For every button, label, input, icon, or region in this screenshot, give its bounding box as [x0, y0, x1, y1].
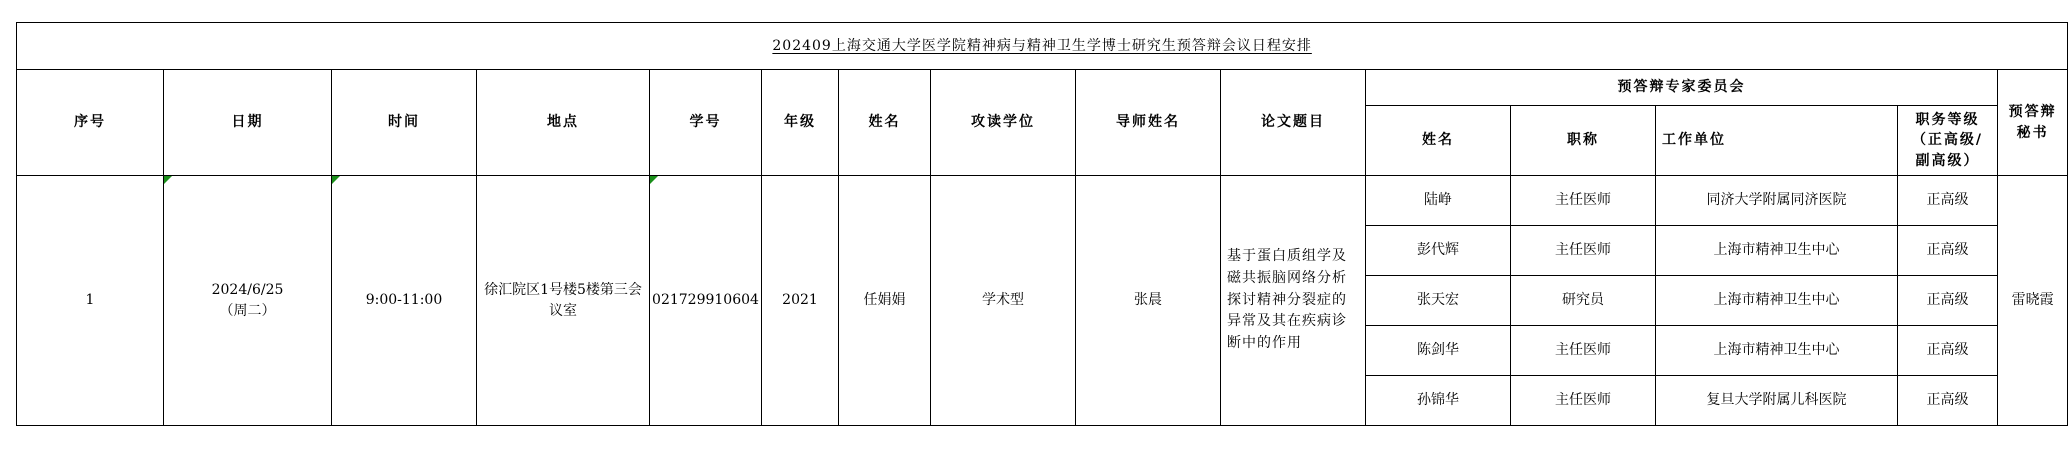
- committee-member-name[interactable]: 陈剑华: [1366, 326, 1511, 376]
- cell-name[interactable]: 任娟娟: [839, 176, 931, 426]
- committee-member-name[interactable]: 张天宏: [1366, 276, 1511, 326]
- committee-member-unit[interactable]: 复旦大学附属儿科医院: [1656, 376, 1898, 426]
- cell-seq[interactable]: 1: [17, 176, 164, 426]
- header-member-level: [1898, 106, 1998, 176]
- header-member-level-line3: 副高级）: [1915, 152, 1980, 169]
- header-advisor: 导师姓名: [1076, 70, 1221, 176]
- header-student-id: 学号: [650, 70, 762, 176]
- header-location: 地点: [477, 70, 650, 176]
- header-date: 日期: [164, 70, 332, 176]
- cell-degree[interactable]: 学术型: [931, 176, 1076, 426]
- committee-member-unit[interactable]: 上海市精神卫生中心: [1656, 276, 1898, 326]
- header-secretary: 预答辩秘书: [1998, 70, 2068, 176]
- header-member-name: 姓名: [1366, 106, 1511, 176]
- cell-location[interactable]: 徐汇院区1号楼5楼第三会议室: [477, 176, 650, 426]
- header-member-unit: 工作单位: [1656, 106, 1898, 176]
- header-committee: 预答辩专家委员会: [1366, 70, 1998, 106]
- committee-member-level[interactable]: 正高级: [1898, 276, 1998, 326]
- header-degree: 攻读学位: [931, 70, 1076, 176]
- committee-member-title[interactable]: 主任医师: [1511, 326, 1656, 376]
- schedule-table: [16, 22, 2068, 426]
- committee-member-level[interactable]: 正高级: [1898, 226, 1998, 276]
- committee-member-title[interactable]: 主任医师: [1511, 226, 1656, 276]
- committee-member-title[interactable]: 主任医师: [1511, 376, 1656, 426]
- cell-time[interactable]: 9:00-11:00: [332, 176, 477, 426]
- table-title-cell: [17, 23, 2068, 70]
- committee-member-level[interactable]: 正高级: [1898, 176, 1998, 226]
- header-time: 时间: [332, 70, 477, 176]
- cell-date[interactable]: [164, 176, 332, 426]
- committee-member-name[interactable]: 孙锦华: [1366, 376, 1511, 426]
- header-member-title: 职称: [1511, 106, 1656, 176]
- table-title: 202409上海交通大学医学院精神病与精神卫生学博士研究生预答辩会议日程安排: [772, 37, 1312, 54]
- header-thesis: 论文题目: [1221, 70, 1366, 176]
- header-grade: 年级: [762, 70, 839, 176]
- header-member-level-line2: （正高级/: [1911, 132, 1984, 149]
- committee-member-unit[interactable]: 上海市精神卫生中心: [1656, 326, 1898, 376]
- committee-member-title[interactable]: 研究员: [1511, 276, 1656, 326]
- committee-member-level[interactable]: 正高级: [1898, 326, 1998, 376]
- cell-thesis[interactable]: 基于蛋白质组学及磁共振脑网络分析探讨精神分裂症的异常及其在疾病诊断中的作用: [1221, 176, 1366, 426]
- committee-member-unit[interactable]: 上海市精神卫生中心: [1656, 226, 1898, 276]
- committee-member-title[interactable]: 主任医师: [1511, 176, 1656, 226]
- committee-member-unit[interactable]: 同济大学附属同济医院: [1656, 176, 1898, 226]
- header-member-level-line1: 职务等级: [1915, 112, 1980, 129]
- cell-advisor[interactable]: 张晨: [1076, 176, 1221, 426]
- cell-secretary[interactable]: 雷晓霞: [1998, 176, 2068, 426]
- cell-date-line2: （周二）: [219, 302, 276, 319]
- cell-grade[interactable]: 2021: [762, 176, 839, 426]
- committee-member-name[interactable]: 彭代辉: [1366, 226, 1511, 276]
- schedule-sheet: [16, 22, 2067, 442]
- header-seq: 序号: [17, 70, 164, 176]
- committee-member-name[interactable]: 陆峥: [1366, 176, 1511, 226]
- cell-date-line1: 2024/6/25: [211, 282, 284, 299]
- header-name: 姓名: [839, 70, 931, 176]
- cell-student-id[interactable]: 021729910604: [650, 176, 762, 426]
- committee-member-level[interactable]: 正高级: [1898, 376, 1998, 426]
